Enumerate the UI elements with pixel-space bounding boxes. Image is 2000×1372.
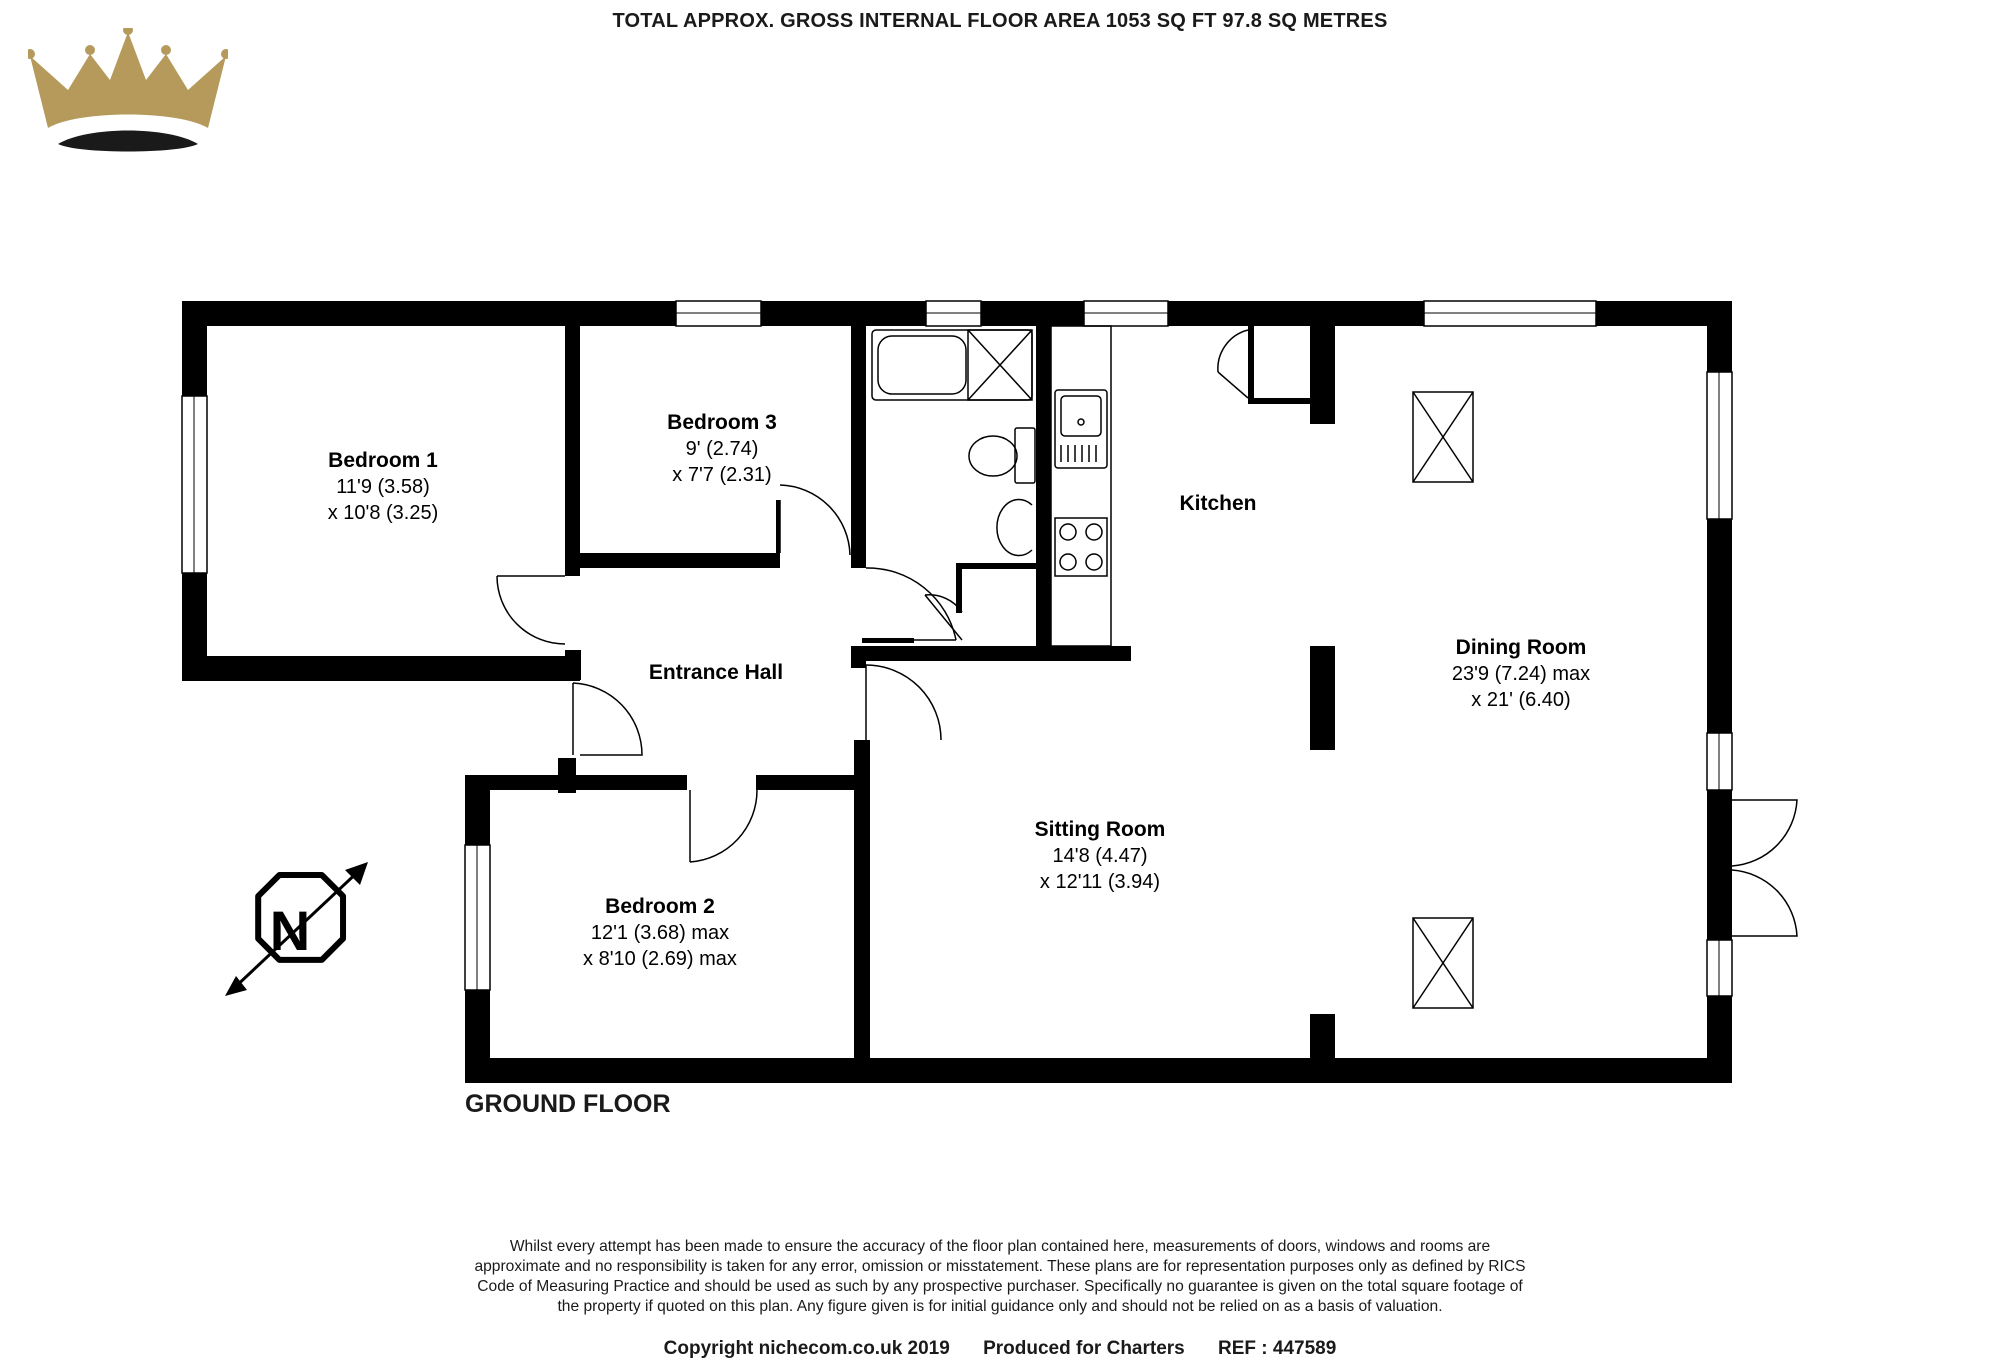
room-name-dining: Dining Room: [1455, 636, 1587, 659]
room-bedroom3: [667, 411, 777, 486]
north-arrow-icon: [225, 854, 368, 996]
footer: [0, 1338, 2000, 1360]
room-dim-dining-1: 23'9 (7.24) max: [1451, 663, 1591, 685]
room-entrance-hall: [649, 661, 783, 684]
produced-for-text: Produced for Charters: [983, 1338, 1185, 1359]
floor-label: GROUND FLOOR: [465, 1090, 671, 1118]
room-dim-sitting-2: x 12'11 (3.94): [1039, 871, 1161, 893]
kitchen-fixtures: [1051, 326, 1111, 646]
room-bedroom2: [583, 895, 737, 970]
room-sitting: [1035, 818, 1166, 893]
room-name-bedroom3: Bedroom 3: [667, 411, 777, 434]
copyright-text: Copyright nichecom.co.uk 2019: [663, 1338, 950, 1359]
room-dim-dining-2: x 21' (6.40): [1471, 689, 1571, 711]
room-dim-bedroom1-1: 11'9 (3.58): [336, 476, 430, 498]
compass-letter: N: [269, 899, 311, 962]
room-bedroom1: [328, 449, 439, 524]
room-dim-bedroom2-1: 12'1 (3.68) max: [590, 922, 730, 944]
room-name-bedroom1: Bedroom 1: [328, 449, 438, 472]
bathroom-fixtures: [872, 330, 1035, 556]
room-name-sitting: Sitting Room: [1034, 818, 1166, 841]
skylights: [1413, 392, 1473, 1008]
room-dim-bedroom3-1: 9' (2.74): [685, 438, 759, 460]
room-dim-bedroom2-2: x 8'10 (2.69) max: [583, 948, 737, 970]
room-dim-sitting-1: 14'8 (4.47): [1052, 845, 1148, 867]
reference-text: REF : 447589: [1218, 1338, 1337, 1359]
page-title: TOTAL APPROX. GROSS INTERNAL FLOOR AREA 1053 SQ FT 97.8 SQ METRES: [612, 10, 1388, 32]
room-dining: [1452, 636, 1590, 711]
disclaimer: Whilst every attempt has been made to ensure the accuracy of the floor plan contained here, measurements of doors, windows and rooms are approximate and no responsibility is taken for any error, omission or misstatement. These plans are for representation purposes only as defined by RICS Code of Measuring Practice and should be used as such by any prospective purchaser. Specifically no guarantee is given on the total square footage of the property if quoted on this plan. Any figure given is for initial guidance only and should not be relied on as a basis of valuation.: [474, 1238, 1526, 1315]
room-dim-bedroom3-2: x 7'7 (2.31): [672, 464, 772, 486]
room-dim-bedroom1-2: x 10'8 (3.25): [327, 502, 439, 524]
room-name-bedroom2: Bedroom 2: [605, 895, 715, 918]
room-name-entrance-hall: Entrance Hall: [648, 661, 784, 684]
room-name-kitchen: Kitchen: [1179, 492, 1257, 515]
room-kitchen: [1179, 492, 1256, 515]
